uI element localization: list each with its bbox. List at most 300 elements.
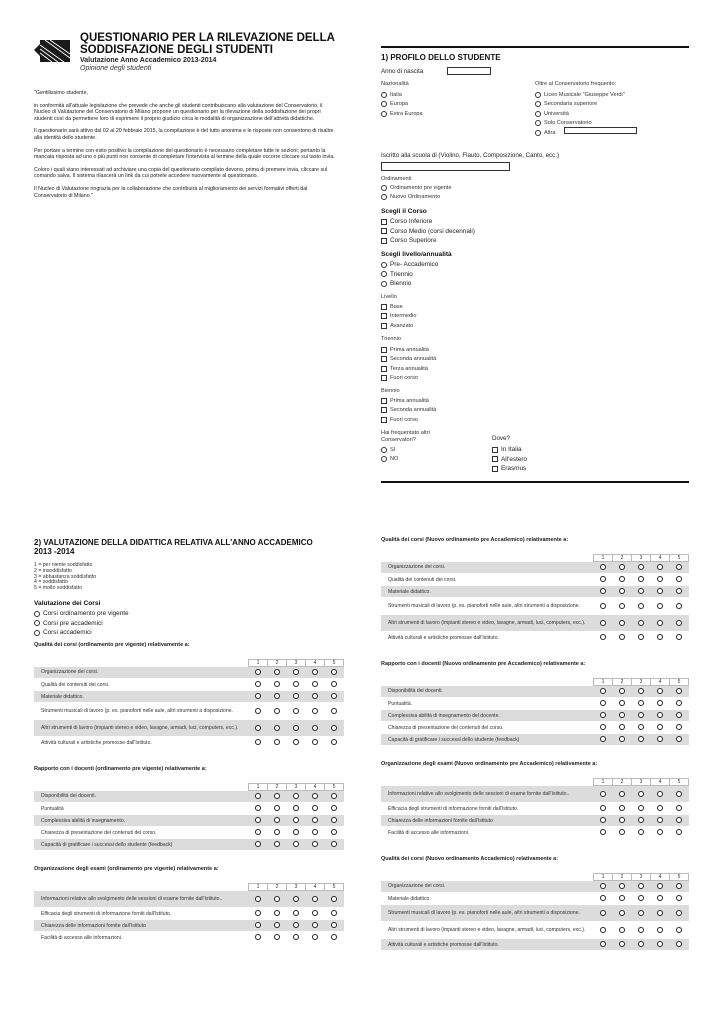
rating-row xyxy=(381,815,689,827)
radio-icon[interactable] xyxy=(274,934,280,940)
radio-icon[interactable] xyxy=(619,620,625,626)
livello-option-biennio[interactable]: Biennio xyxy=(381,279,438,289)
radio-icon[interactable] xyxy=(619,941,625,947)
radio-icon[interactable] xyxy=(255,829,261,835)
radio-icon[interactable] xyxy=(381,194,387,200)
radio-icon[interactable] xyxy=(600,805,606,811)
rating-row xyxy=(34,908,344,920)
radio-icon[interactable] xyxy=(619,927,625,933)
rating-question: Materiale didattico. xyxy=(34,691,249,703)
radio-icon[interactable] xyxy=(274,693,280,699)
radio-icon[interactable] xyxy=(619,712,625,718)
radio-icon[interactable] xyxy=(619,736,625,742)
nationality-option-italia[interactable]: Italia xyxy=(381,90,423,100)
checkbox-icon[interactable] xyxy=(381,375,387,381)
radio-icon[interactable] xyxy=(657,700,663,706)
rating-cell xyxy=(651,803,670,815)
radio-icon[interactable] xyxy=(619,883,625,889)
radio-icon[interactable] xyxy=(638,895,644,901)
radio-icon[interactable] xyxy=(34,611,40,617)
rating-cell xyxy=(670,574,689,586)
radio-icon[interactable] xyxy=(600,700,606,706)
radio-icon[interactable] xyxy=(274,708,280,714)
radio-icon[interactable] xyxy=(676,634,682,640)
rating-cell xyxy=(651,939,670,951)
radio-icon[interactable] xyxy=(638,829,644,835)
where-option-estero[interactable]: All'estero xyxy=(492,455,527,465)
radio-icon[interactable] xyxy=(331,793,337,799)
checkbox-icon[interactable] xyxy=(492,456,498,462)
radio-icon[interactable] xyxy=(638,927,644,933)
radio-icon[interactable] xyxy=(293,829,299,835)
radio-icon[interactable] xyxy=(619,895,625,901)
checkbox-icon[interactable] xyxy=(381,407,387,413)
radio-icon[interactable] xyxy=(600,576,606,582)
rating-cell xyxy=(594,598,613,615)
rating-question: Attività culturali e artistiche promosse dall'Istituto. xyxy=(381,939,594,951)
rating-cell xyxy=(613,803,632,815)
radio-icon[interactable] xyxy=(255,896,261,902)
level-label: Livello xyxy=(381,294,397,300)
rating-row xyxy=(381,632,689,644)
ordinamento-option-pre-vigente[interactable]: Ordinamento pre vigente xyxy=(381,183,452,193)
rating-question: Attività culturali e artistiche promosse dall'Istituto. xyxy=(381,632,594,644)
radio-icon[interactable] xyxy=(293,725,299,731)
rating-cell xyxy=(306,932,325,944)
ordinamento-option-nuovo[interactable]: Nuovo Ordinamento xyxy=(381,193,452,203)
radio-icon[interactable] xyxy=(293,681,299,687)
courses-option-pre-vigente[interactable]: Corsi ordinamento pre vigente xyxy=(34,609,129,619)
radio-icon[interactable] xyxy=(274,681,280,687)
radio-icon[interactable] xyxy=(312,681,318,687)
triennio-option-prima[interactable]: Prima annualità xyxy=(381,345,436,355)
radio-icon[interactable] xyxy=(381,447,387,453)
rating-cell xyxy=(632,893,651,905)
radio-icon[interactable] xyxy=(638,603,644,609)
radio-icon[interactable] xyxy=(274,793,280,799)
checkbox-icon[interactable] xyxy=(381,228,387,234)
radio-icon[interactable] xyxy=(657,712,663,718)
radio-icon[interactable] xyxy=(638,634,644,640)
radio-icon[interactable] xyxy=(657,736,663,742)
other-cons-option-no[interactable]: NO xyxy=(381,455,398,465)
radio-icon[interactable] xyxy=(619,817,625,823)
nationality-option-extra-europa[interactable]: Extra Europa xyxy=(381,109,423,119)
attending-option-liceo[interactable]: Liceo Musicale "Giuseppe Verdi" xyxy=(535,90,625,100)
intro-paragraph: Il Nucleo di Valutazione ringrazia per la collaborazione che contribuirà al miglioramento dei servizi formativi offerti dal Conservatorio di Milano." xyxy=(34,185,308,199)
radio-icon[interactable] xyxy=(535,92,541,98)
radio-icon[interactable] xyxy=(535,101,541,107)
rating-cell xyxy=(613,905,632,922)
radio-icon[interactable] xyxy=(331,829,337,835)
rating-question: Capacità di gratificare i successi dello studente (feedback) xyxy=(34,839,249,851)
radio-icon[interactable] xyxy=(331,693,337,699)
radio-icon[interactable] xyxy=(293,922,299,928)
radio-icon[interactable] xyxy=(619,805,625,811)
radio-icon[interactable] xyxy=(657,588,663,594)
scale-header: 3 xyxy=(287,784,306,791)
checkbox-icon[interactable] xyxy=(492,447,498,453)
rating-question: Materiale didattico. xyxy=(381,586,594,598)
biennio-option-fuori-corso[interactable]: Fuori corso xyxy=(381,415,436,425)
radio-icon[interactable] xyxy=(34,620,40,626)
corso-option-superiore[interactable]: Corso Superiore xyxy=(381,236,475,246)
radio-icon[interactable] xyxy=(255,669,261,675)
radio-icon[interactable] xyxy=(331,725,337,731)
birth-year-input[interactable] xyxy=(447,67,491,75)
radio-icon[interactable] xyxy=(600,588,606,594)
livello-option-triennio[interactable]: Triennio xyxy=(381,270,438,280)
biennio-option-prima[interactable]: Prima annualità xyxy=(381,396,436,406)
radio-icon[interactable] xyxy=(381,262,387,268)
radio-icon[interactable] xyxy=(638,791,644,797)
rating-cell xyxy=(632,710,651,722)
radio-icon[interactable] xyxy=(255,693,261,699)
radio-icon[interactable] xyxy=(600,736,606,742)
radio-icon[interactable] xyxy=(293,841,299,847)
radio-icon[interactable] xyxy=(312,669,318,675)
radio-icon[interactable] xyxy=(638,805,644,811)
radio-icon[interactable] xyxy=(331,669,337,675)
radio-icon[interactable] xyxy=(331,896,337,902)
radio-icon[interactable] xyxy=(657,829,663,835)
radio-icon[interactable] xyxy=(676,688,682,694)
courses-option-pre-accademici[interactable]: Corsi pre accademici xyxy=(34,619,129,629)
radio-icon[interactable] xyxy=(331,739,337,745)
radio-icon[interactable] xyxy=(600,712,606,718)
checkbox-icon[interactable] xyxy=(381,417,387,423)
radio-icon[interactable] xyxy=(274,829,280,835)
radio-icon[interactable] xyxy=(657,791,663,797)
radio-icon[interactable] xyxy=(293,817,299,823)
livello-option-pre-accademico[interactable]: Pre- Accademico xyxy=(381,260,438,270)
radio-icon[interactable] xyxy=(676,576,682,582)
radio-icon[interactable] xyxy=(638,700,644,706)
radio-icon[interactable] xyxy=(535,130,541,136)
rating-row xyxy=(34,720,344,737)
radio-icon[interactable] xyxy=(638,817,644,823)
rating-row xyxy=(381,586,689,598)
radio-icon[interactable] xyxy=(274,910,280,916)
rating-row xyxy=(381,786,689,803)
radio-icon[interactable] xyxy=(312,693,318,699)
radio-icon[interactable] xyxy=(381,456,387,462)
radio-icon[interactable] xyxy=(274,739,280,745)
rating-question: Informazioni relative allo svolgimento delle sessioni di esame fornite dall'Istituto.. xyxy=(34,891,249,908)
radio-icon[interactable] xyxy=(657,910,663,916)
radio-icon[interactable] xyxy=(381,271,387,277)
radio-icon[interactable] xyxy=(619,829,625,835)
radio-icon[interactable] xyxy=(293,793,299,799)
radio-icon[interactable] xyxy=(331,841,337,847)
radio-icon[interactable] xyxy=(657,634,663,640)
radio-icon[interactable] xyxy=(600,829,606,835)
radio-icon[interactable] xyxy=(293,896,299,902)
attending-option-solo-conservatorio[interactable]: Solo Conservatorio xyxy=(535,119,625,129)
radio-icon[interactable] xyxy=(255,934,261,940)
biennio-option-seconda[interactable]: Seconda annualità xyxy=(381,406,436,416)
radio-icon[interactable] xyxy=(535,111,541,117)
radio-icon[interactable] xyxy=(255,725,261,731)
radio-icon[interactable] xyxy=(676,791,682,797)
radio-icon[interactable] xyxy=(657,688,663,694)
radio-icon[interactable] xyxy=(676,588,682,594)
checkbox-icon[interactable] xyxy=(492,466,498,472)
radio-icon[interactable] xyxy=(657,883,663,889)
radio-icon[interactable] xyxy=(312,829,318,835)
radio-icon[interactable] xyxy=(638,724,644,730)
page-subtitle: Valutazione Anno Accademico 2013-2014 xyxy=(80,57,217,64)
rating-cell xyxy=(594,632,613,644)
radio-icon[interactable] xyxy=(331,805,337,811)
radio-icon[interactable] xyxy=(676,724,682,730)
radio-icon[interactable] xyxy=(619,724,625,730)
radio-icon[interactable] xyxy=(600,724,606,730)
radio-icon[interactable] xyxy=(638,910,644,916)
rating-row xyxy=(34,891,344,908)
radio-icon[interactable] xyxy=(676,941,682,947)
corso-option-inferiore[interactable]: Corso Inferiore xyxy=(381,217,475,227)
triennio-option-terza[interactable]: Terza annualità xyxy=(381,364,436,374)
radio-icon[interactable] xyxy=(600,620,606,626)
rating-cell xyxy=(325,827,344,839)
rating-cell xyxy=(613,686,632,698)
radio-icon[interactable] xyxy=(381,281,387,287)
intro-paragraph: "Gentilissimo studente, xyxy=(34,90,88,96)
rating-row xyxy=(34,815,344,827)
radio-icon[interactable] xyxy=(293,739,299,745)
checkbox-icon[interactable] xyxy=(381,356,387,362)
radio-icon[interactable] xyxy=(312,708,318,714)
radio-icon[interactable] xyxy=(600,634,606,640)
radio-icon[interactable] xyxy=(274,896,280,902)
radio-icon[interactable] xyxy=(600,941,606,947)
corso-option-medio[interactable]: Corso Medio (corsi decennali) xyxy=(381,227,475,237)
radio-icon[interactable] xyxy=(676,620,682,626)
radio-icon[interactable] xyxy=(600,883,606,889)
rating-cell xyxy=(613,574,632,586)
level-option-avanzato[interactable]: Avanzato xyxy=(381,321,416,331)
radio-icon[interactable] xyxy=(255,910,261,916)
radio-icon[interactable] xyxy=(638,688,644,694)
radio-icon[interactable] xyxy=(619,910,625,916)
rating-cell xyxy=(594,710,613,722)
radio-icon[interactable] xyxy=(293,693,299,699)
other-cons-option-si[interactable]: SI xyxy=(381,445,398,455)
radio-icon[interactable] xyxy=(600,564,606,570)
radio-icon[interactable] xyxy=(657,817,663,823)
intro-paragraph: Per portare a termine con esito positivo la compilazione del questionario è necessario completare tutte le sezioni; pertanto la mancata risposta ad uno o più punti non consente di completare l'intervista al termine della quale occorre cliccare sul tasto invia. xyxy=(34,147,335,161)
radio-icon[interactable] xyxy=(274,922,280,928)
radio-icon[interactable] xyxy=(638,883,644,889)
rating-cell xyxy=(670,562,689,574)
radio-icon[interactable] xyxy=(312,739,318,745)
radio-icon[interactable] xyxy=(255,805,261,811)
rating-cell xyxy=(632,734,651,746)
radio-icon[interactable] xyxy=(255,739,261,745)
radio-icon[interactable] xyxy=(255,793,261,799)
triennio-label: Triennio xyxy=(381,336,402,342)
radio-icon[interactable] xyxy=(293,669,299,675)
radio-icon[interactable] xyxy=(600,791,606,797)
radio-icon[interactable] xyxy=(600,688,606,694)
radio-icon[interactable] xyxy=(676,927,682,933)
radio-icon[interactable] xyxy=(638,736,644,742)
radio-icon[interactable] xyxy=(274,669,280,675)
radio-icon[interactable] xyxy=(255,922,261,928)
radio-icon[interactable] xyxy=(600,927,606,933)
radio-icon[interactable] xyxy=(600,910,606,916)
rating-cell xyxy=(670,710,689,722)
scale-header: 2 xyxy=(613,779,632,786)
section-rule xyxy=(381,481,689,483)
radio-icon[interactable] xyxy=(600,817,606,823)
radio-icon[interactable] xyxy=(657,927,663,933)
level-option-base[interactable]: Base xyxy=(381,302,416,312)
radio-icon[interactable] xyxy=(619,634,625,640)
radio-icon[interactable] xyxy=(274,841,280,847)
radio-icon[interactable] xyxy=(638,712,644,718)
radio-icon[interactable] xyxy=(638,941,644,947)
rating-row xyxy=(34,691,344,703)
radio-icon[interactable] xyxy=(657,724,663,730)
rating-cell xyxy=(651,893,670,905)
checkbox-icon[interactable] xyxy=(381,238,387,244)
radio-icon[interactable] xyxy=(619,688,625,694)
radio-icon[interactable] xyxy=(312,896,318,902)
radio-icon[interactable] xyxy=(638,564,644,570)
attending-other-input[interactable] xyxy=(564,127,637,134)
radio-icon[interactable] xyxy=(312,910,318,916)
attending-option-universita[interactable]: Università xyxy=(535,109,625,119)
radio-icon[interactable] xyxy=(676,829,682,835)
radio-icon[interactable] xyxy=(676,910,682,916)
radio-icon[interactable] xyxy=(331,922,337,928)
level-option-intermedio[interactable]: Intermedio xyxy=(381,312,416,322)
rating-table-header xyxy=(381,555,689,562)
ordinamenti-options xyxy=(381,183,452,202)
radio-icon[interactable] xyxy=(600,895,606,901)
radio-icon[interactable] xyxy=(657,576,663,582)
radio-icon[interactable] xyxy=(331,934,337,940)
attending-option-altra[interactable]: Altra xyxy=(535,128,625,138)
radio-icon[interactable] xyxy=(381,111,387,117)
radio-icon[interactable] xyxy=(676,564,682,570)
scale-header: 1 xyxy=(594,679,613,686)
checkbox-icon[interactable] xyxy=(381,323,387,329)
attending-option-secondaria[interactable]: Secondaria superiore xyxy=(535,100,625,110)
radio-icon[interactable] xyxy=(619,564,625,570)
radio-icon[interactable] xyxy=(619,603,625,609)
radio-icon[interactable] xyxy=(312,793,318,799)
radio-icon[interactable] xyxy=(331,817,337,823)
radio-icon[interactable] xyxy=(676,603,682,609)
where-option-erasmus[interactable]: Erasmus xyxy=(492,464,527,474)
where-option-italia[interactable]: In Italia xyxy=(492,445,527,455)
checkbox-icon[interactable] xyxy=(381,398,387,404)
radio-icon[interactable] xyxy=(331,910,337,916)
radio-icon[interactable] xyxy=(381,92,387,98)
radio-icon[interactable] xyxy=(331,681,337,687)
radio-icon[interactable] xyxy=(619,700,625,706)
radio-icon[interactable] xyxy=(312,805,318,811)
radio-icon[interactable] xyxy=(619,588,625,594)
radio-icon[interactable] xyxy=(676,712,682,718)
checkbox-icon[interactable] xyxy=(381,304,387,310)
checkbox-icon[interactable] xyxy=(381,313,387,319)
radio-icon[interactable] xyxy=(638,620,644,626)
radio-icon[interactable] xyxy=(535,120,541,126)
birth-year-label: Anno di nascita xyxy=(381,68,424,75)
radio-icon[interactable] xyxy=(293,934,299,940)
radio-icon[interactable] xyxy=(657,564,663,570)
checkbox-icon[interactable] xyxy=(381,366,387,372)
radio-icon[interactable] xyxy=(676,805,682,811)
radio-icon[interactable] xyxy=(34,630,40,636)
rating-cell xyxy=(249,839,268,851)
rating-cell xyxy=(268,679,287,691)
school-input[interactable] xyxy=(381,162,510,171)
radio-icon[interactable] xyxy=(657,805,663,811)
checkbox-icon[interactable] xyxy=(381,219,387,225)
radio-icon[interactable] xyxy=(676,736,682,742)
rating-cell xyxy=(632,632,651,644)
radio-icon[interactable] xyxy=(676,700,682,706)
radio-icon[interactable] xyxy=(638,588,644,594)
radio-icon[interactable] xyxy=(293,805,299,811)
radio-icon[interactable] xyxy=(381,185,387,191)
radio-icon[interactable] xyxy=(312,725,318,731)
radio-icon[interactable] xyxy=(255,708,261,714)
radio-icon[interactable] xyxy=(312,841,318,847)
radio-icon[interactable] xyxy=(381,101,387,107)
rating-cell xyxy=(613,786,632,803)
radio-icon[interactable] xyxy=(312,934,318,940)
radio-icon[interactable] xyxy=(676,895,682,901)
radio-icon[interactable] xyxy=(274,817,280,823)
radio-icon[interactable] xyxy=(657,895,663,901)
nationality-option-europa[interactable]: Europa xyxy=(381,100,423,110)
rating-cell xyxy=(632,939,651,951)
radio-icon[interactable] xyxy=(274,725,280,731)
scale-header: 5 xyxy=(670,679,689,686)
radio-icon[interactable] xyxy=(312,922,318,928)
checkbox-icon[interactable] xyxy=(381,347,387,353)
radio-icon[interactable] xyxy=(600,603,606,609)
triennio-option-fuori-corso[interactable]: Fuori corso xyxy=(381,374,436,384)
radio-icon[interactable] xyxy=(255,841,261,847)
radio-icon[interactable] xyxy=(331,708,337,714)
radio-icon[interactable] xyxy=(676,817,682,823)
radio-icon[interactable] xyxy=(657,603,663,609)
radio-icon[interactable] xyxy=(312,817,318,823)
radio-icon[interactable] xyxy=(619,791,625,797)
radio-icon[interactable] xyxy=(293,708,299,714)
radio-icon[interactable] xyxy=(274,805,280,811)
radio-icon[interactable] xyxy=(619,576,625,582)
radio-icon[interactable] xyxy=(676,883,682,889)
radio-icon[interactable] xyxy=(638,576,644,582)
rating-table-title: Qualità dei corsi (Nuovo ordinamento Accademico) relativamente a: xyxy=(381,856,559,862)
triennio-option-seconda[interactable]: Seconda annualità xyxy=(381,355,436,365)
radio-icon[interactable] xyxy=(255,817,261,823)
rating-question: Facilità di accesso alle informazioni. xyxy=(34,932,249,944)
radio-icon[interactable] xyxy=(657,620,663,626)
courses-option-accademici[interactable]: Corsi accademici xyxy=(34,628,129,638)
radio-icon[interactable] xyxy=(657,941,663,947)
radio-icon[interactable] xyxy=(293,910,299,916)
radio-icon[interactable] xyxy=(255,681,261,687)
